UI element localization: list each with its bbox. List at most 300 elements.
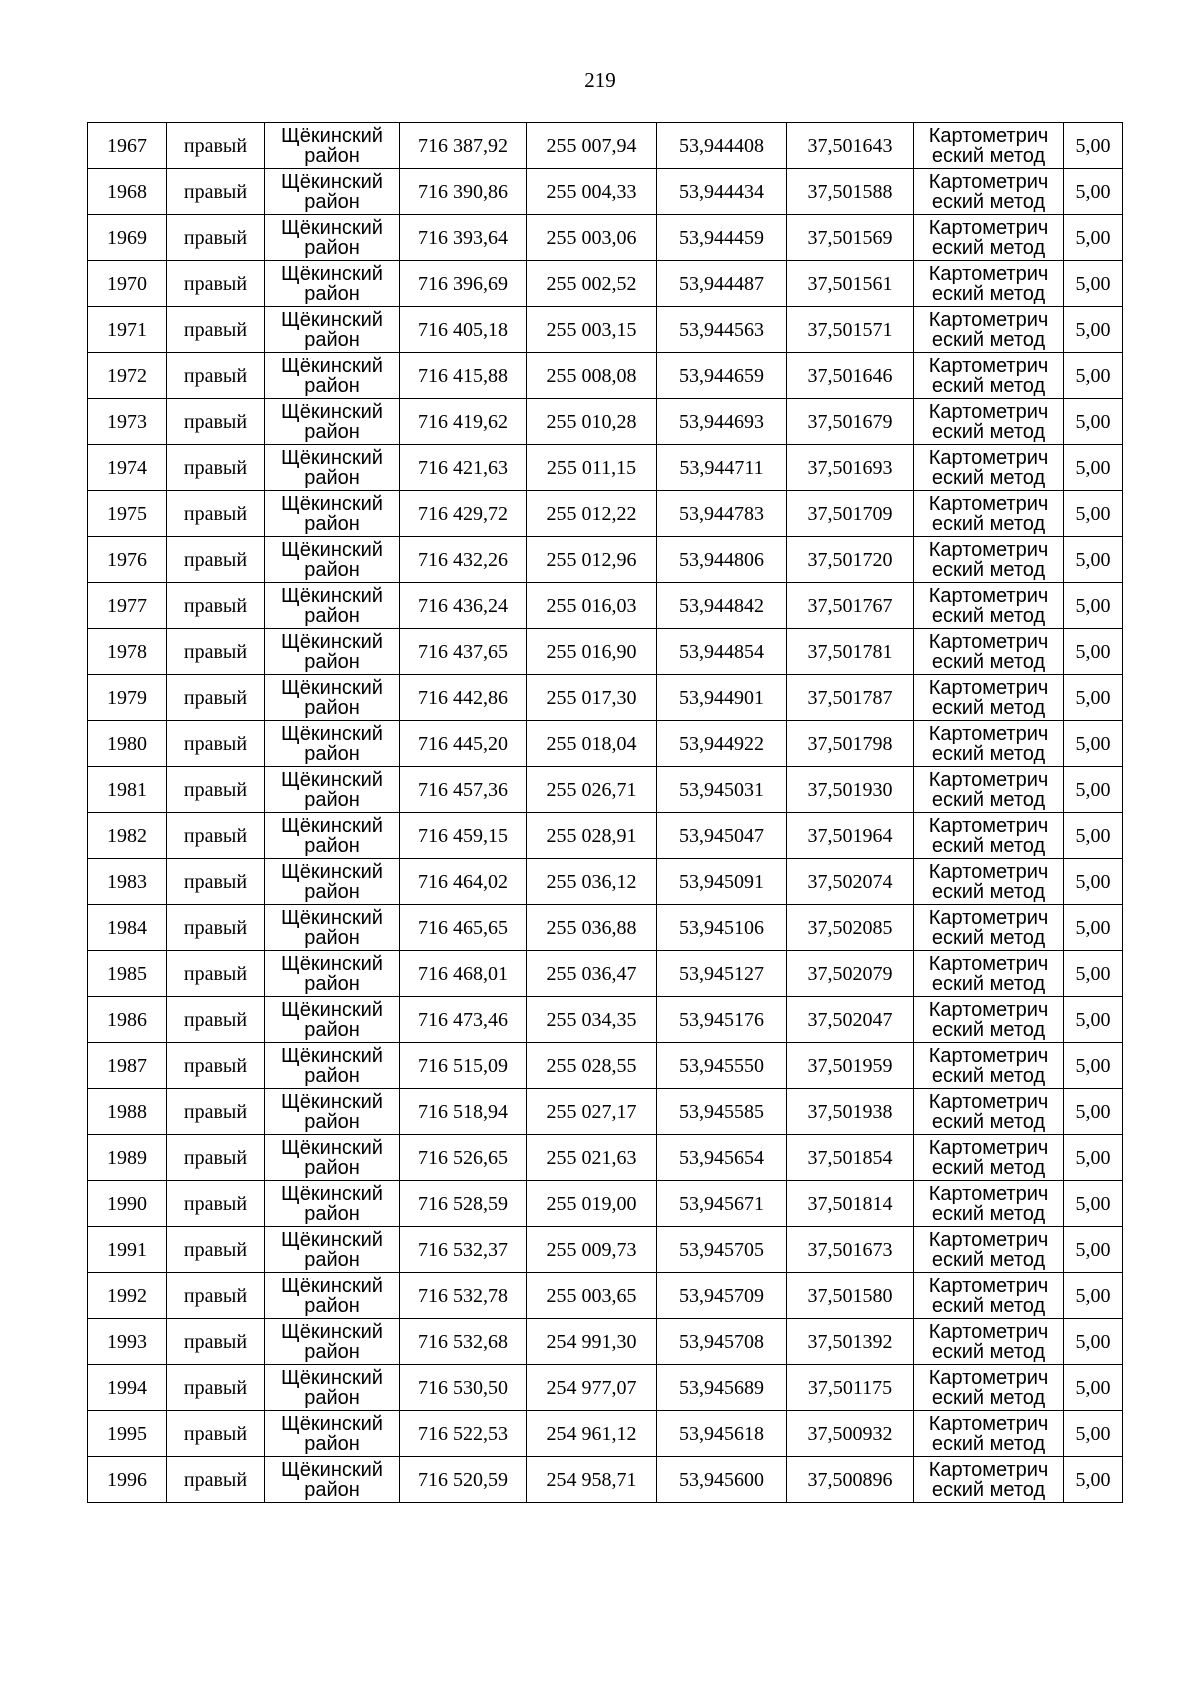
method-line-1: Картометрич (928, 400, 1049, 423)
latitude-cell: 53,945031 (657, 767, 787, 813)
longitude-cell: 37,501959 (787, 1043, 914, 1089)
method-cell (914, 675, 1064, 721)
district-cell (265, 1365, 400, 1411)
accuracy-cell: 5,00 (1064, 215, 1123, 261)
longitude-cell: 37,501930 (787, 767, 914, 813)
district-cell (265, 1319, 400, 1365)
district-line-2: район (304, 1294, 360, 1317)
bank-side-cell: правый (167, 537, 265, 583)
longitude-cell: 37,502085 (787, 905, 914, 951)
district-line-1: Щёкинский (281, 492, 383, 515)
method-cell (914, 1181, 1064, 1227)
accuracy-cell: 5,00 (1064, 261, 1123, 307)
point-number-cell: 1975 (88, 491, 167, 537)
district-cell (265, 583, 400, 629)
coord-x-cell: 716 393,64 (400, 215, 527, 261)
method-line-1: Картометрич (928, 262, 1049, 285)
district-cell (265, 491, 400, 537)
point-number-cell: 1991 (88, 1227, 167, 1273)
latitude-cell: 53,944901 (657, 675, 787, 721)
district-cell (265, 215, 400, 261)
district-line-2: район (304, 512, 360, 535)
method-line-2: еский метод (931, 512, 1046, 535)
latitude-cell: 53,945585 (657, 1089, 787, 1135)
method-line-2: еский метод (931, 282, 1046, 305)
coord-y-cell: 255 008,08 (527, 353, 657, 399)
district-line-2: район (304, 1156, 360, 1179)
district-line-2: район (304, 1202, 360, 1225)
page-number: 219 (584, 68, 616, 92)
bank-side-cell: правый (167, 951, 265, 997)
latitude-cell: 53,944693 (657, 399, 787, 445)
point-number-cell: 1994 (88, 1365, 167, 1411)
point-number-cell: 1979 (88, 675, 167, 721)
method-line-1: Картометрич (928, 722, 1049, 745)
method-cell (914, 1227, 1064, 1273)
method-line-2: еский метод (931, 236, 1046, 259)
method-cell (914, 721, 1064, 767)
coord-y-cell: 255 002,52 (527, 261, 657, 307)
method-line-1: Картометрич (928, 1458, 1049, 1481)
coord-y-cell: 255 011,15 (527, 445, 657, 491)
point-number-cell: 1987 (88, 1043, 167, 1089)
method-cell (914, 997, 1064, 1043)
method-line-2: еский метод (931, 880, 1046, 903)
longitude-cell: 37,501938 (787, 1089, 914, 1135)
point-number-cell: 1995 (88, 1411, 167, 1457)
table-row (88, 1043, 1123, 1089)
coord-y-cell: 255 012,96 (527, 537, 657, 583)
point-number-cell: 1984 (88, 905, 167, 951)
district-line-2: район (304, 236, 360, 259)
table-row (88, 629, 1123, 675)
longitude-cell: 37,501569 (787, 215, 914, 261)
district-cell (265, 1457, 400, 1503)
coord-x-cell: 716 432,26 (400, 537, 527, 583)
district-line-2: район (304, 1248, 360, 1271)
method-line-1: Картометрич (928, 768, 1049, 791)
coord-x-cell: 716 518,94 (400, 1089, 527, 1135)
accuracy-cell: 5,00 (1064, 445, 1123, 491)
method-line-1: Картометрич (928, 492, 1049, 515)
latitude-cell: 53,944487 (657, 261, 787, 307)
method-cell (914, 169, 1064, 215)
coord-y-cell: 255 009,73 (527, 1227, 657, 1273)
method-line-2: еский метод (931, 1432, 1046, 1455)
coord-x-cell: 716 464,02 (400, 859, 527, 905)
method-line-1: Картометрич (928, 124, 1049, 147)
point-number-cell: 1993 (88, 1319, 167, 1365)
bank-side-cell: правый (167, 1365, 265, 1411)
coord-y-cell: 255 036,47 (527, 951, 657, 997)
coordinates-table (87, 122, 1123, 1503)
district-line-1: Щёкинский (281, 354, 383, 377)
coord-y-cell: 254 977,07 (527, 1365, 657, 1411)
longitude-cell: 37,501814 (787, 1181, 914, 1227)
district-cell (265, 123, 400, 169)
method-line-2: еский метод (931, 1340, 1046, 1363)
point-number-cell: 1980 (88, 721, 167, 767)
coord-y-cell: 255 034,35 (527, 997, 657, 1043)
bank-side-cell: правый (167, 583, 265, 629)
accuracy-cell: 5,00 (1064, 675, 1123, 721)
coord-y-cell: 255 021,63 (527, 1135, 657, 1181)
accuracy-cell: 5,00 (1064, 353, 1123, 399)
accuracy-cell: 5,00 (1064, 307, 1123, 353)
bank-side-cell: правый (167, 307, 265, 353)
point-number-cell: 1992 (88, 1273, 167, 1319)
coord-x-cell: 716 390,86 (400, 169, 527, 215)
coord-y-cell: 255 028,55 (527, 1043, 657, 1089)
method-cell (914, 1089, 1064, 1135)
table-row (88, 1135, 1123, 1181)
district-cell (265, 1227, 400, 1273)
coord-x-cell: 716 445,20 (400, 721, 527, 767)
district-cell (265, 353, 400, 399)
point-number-cell: 1970 (88, 261, 167, 307)
method-cell (914, 445, 1064, 491)
method-line-2: еский метод (931, 1110, 1046, 1133)
latitude-cell: 53,945127 (657, 951, 787, 997)
district-cell (265, 537, 400, 583)
longitude-cell: 37,502079 (787, 951, 914, 997)
method-line-2: еский метод (931, 1294, 1046, 1317)
district-cell (265, 445, 400, 491)
district-line-1: Щёкинский (281, 1366, 383, 1389)
district-line-2: район (304, 466, 360, 489)
table-row (88, 307, 1123, 353)
method-cell (914, 1457, 1064, 1503)
method-cell (914, 215, 1064, 261)
accuracy-cell: 5,00 (1064, 1319, 1123, 1365)
point-number-cell: 1981 (88, 767, 167, 813)
longitude-cell: 37,501964 (787, 813, 914, 859)
coord-y-cell: 255 036,12 (527, 859, 657, 905)
coord-y-cell: 255 028,91 (527, 813, 657, 859)
method-cell (914, 905, 1064, 951)
method-line-1: Картометрич (928, 1228, 1049, 1251)
table-row (88, 169, 1123, 215)
latitude-cell: 53,944563 (657, 307, 787, 353)
method-line-2: еский метод (931, 144, 1046, 167)
table-row (88, 1365, 1123, 1411)
accuracy-cell: 5,00 (1064, 1457, 1123, 1503)
district-line-2: район (304, 1386, 360, 1409)
method-line-2: еский метод (931, 926, 1046, 949)
bank-side-cell: правый (167, 399, 265, 445)
longitude-cell: 37,502074 (787, 859, 914, 905)
latitude-cell: 53,945708 (657, 1319, 787, 1365)
method-line-2: еский метод (931, 834, 1046, 857)
district-line-1: Щёкинский (281, 1320, 383, 1343)
district-cell (265, 813, 400, 859)
coord-y-cell: 255 019,00 (527, 1181, 657, 1227)
district-line-1: Щёкинский (281, 1182, 383, 1205)
method-cell (914, 1273, 1064, 1319)
point-number-cell: 1983 (88, 859, 167, 905)
method-line-2: еский метод (931, 742, 1046, 765)
latitude-cell: 53,945091 (657, 859, 787, 905)
district-cell (265, 767, 400, 813)
district-cell (265, 307, 400, 353)
longitude-cell: 37,501693 (787, 445, 914, 491)
method-line-2: еский метод (931, 788, 1046, 811)
accuracy-cell: 5,00 (1064, 583, 1123, 629)
district-line-1: Щёкинский (281, 768, 383, 791)
bank-side-cell: правый (167, 813, 265, 859)
district-line-2: район (304, 1432, 360, 1455)
district-line-2: район (304, 1064, 360, 1087)
district-line-2: район (304, 558, 360, 581)
district-cell (265, 1411, 400, 1457)
latitude-cell: 53,944659 (657, 353, 787, 399)
coord-x-cell: 716 396,69 (400, 261, 527, 307)
method-line-1: Картометрич (928, 1366, 1049, 1389)
table-row (88, 767, 1123, 813)
district-line-1: Щёкинский (281, 584, 383, 607)
bank-side-cell: правый (167, 997, 265, 1043)
longitude-cell: 37,501709 (787, 491, 914, 537)
coord-x-cell: 716 436,24 (400, 583, 527, 629)
table-row (88, 1411, 1123, 1457)
district-line-2: район (304, 788, 360, 811)
district-line-1: Щёкинский (281, 124, 383, 147)
bank-side-cell: правый (167, 1135, 265, 1181)
coord-x-cell: 716 387,92 (400, 123, 527, 169)
method-cell (914, 629, 1064, 675)
coord-x-cell: 716 421,63 (400, 445, 527, 491)
method-line-2: еский метод (931, 696, 1046, 719)
bank-side-cell: правый (167, 1273, 265, 1319)
method-cell (914, 951, 1064, 997)
bank-side-cell: правый (167, 1227, 265, 1273)
accuracy-cell: 5,00 (1064, 859, 1123, 905)
latitude-cell: 53,944783 (657, 491, 787, 537)
coord-x-cell: 716 473,46 (400, 997, 527, 1043)
method-cell (914, 307, 1064, 353)
district-cell (265, 169, 400, 215)
district-line-2: район (304, 144, 360, 167)
longitude-cell: 37,501646 (787, 353, 914, 399)
district-cell (265, 997, 400, 1043)
method-line-2: еский метод (931, 1018, 1046, 1041)
coord-x-cell: 716 405,18 (400, 307, 527, 353)
table-row (88, 675, 1123, 721)
method-cell (914, 123, 1064, 169)
coord-x-cell: 716 515,09 (400, 1043, 527, 1089)
method-line-2: еский метод (931, 1156, 1046, 1179)
method-line-2: еский метод (931, 604, 1046, 627)
accuracy-cell: 5,00 (1064, 1227, 1123, 1273)
bank-side-cell: правый (167, 169, 265, 215)
method-line-2: еский метод (931, 1386, 1046, 1409)
method-line-1: Картометрич (928, 308, 1049, 331)
district-line-1: Щёкинский (281, 1412, 383, 1435)
table-row (88, 491, 1123, 537)
longitude-cell: 37,501781 (787, 629, 914, 675)
district-line-1: Щёкинский (281, 676, 383, 699)
district-line-1: Щёкинский (281, 262, 383, 285)
method-line-2: еский метод (931, 1248, 1046, 1271)
district-cell (265, 1043, 400, 1089)
point-number-cell: 1976 (88, 537, 167, 583)
method-line-1: Картометрич (928, 584, 1049, 607)
district-cell (265, 1273, 400, 1319)
district-line-1: Щёкинский (281, 538, 383, 561)
latitude-cell: 53,945550 (657, 1043, 787, 1089)
point-number-cell: 1990 (88, 1181, 167, 1227)
bank-side-cell: правый (167, 1411, 265, 1457)
coord-y-cell: 255 010,28 (527, 399, 657, 445)
method-line-1: Картометрич (928, 1182, 1049, 1205)
table-row (88, 951, 1123, 997)
district-line-2: район (304, 328, 360, 351)
latitude-cell: 53,944711 (657, 445, 787, 491)
method-line-2: еский метод (931, 1478, 1046, 1501)
table-row (88, 1089, 1123, 1135)
district-line-2: район (304, 880, 360, 903)
district-line-2: район (304, 374, 360, 397)
coord-x-cell: 716 532,68 (400, 1319, 527, 1365)
method-cell (914, 1365, 1064, 1411)
coord-x-cell: 716 415,88 (400, 353, 527, 399)
district-cell (265, 629, 400, 675)
point-number-cell: 1977 (88, 583, 167, 629)
table-row (88, 215, 1123, 261)
longitude-cell: 37,501679 (787, 399, 914, 445)
district-line-2: район (304, 834, 360, 857)
accuracy-cell: 5,00 (1064, 951, 1123, 997)
point-number-cell: 1982 (88, 813, 167, 859)
table-row (88, 1457, 1123, 1503)
district-line-2: район (304, 420, 360, 443)
accuracy-cell: 5,00 (1064, 1135, 1123, 1181)
point-number-cell: 1968 (88, 169, 167, 215)
method-line-1: Картометрич (928, 538, 1049, 561)
method-line-2: еский метод (931, 466, 1046, 489)
bank-side-cell: правый (167, 353, 265, 399)
latitude-cell: 53,945618 (657, 1411, 787, 1457)
district-cell (265, 951, 400, 997)
district-line-1: Щёкинский (281, 216, 383, 239)
accuracy-cell: 5,00 (1064, 123, 1123, 169)
coord-x-cell: 716 528,59 (400, 1181, 527, 1227)
coord-x-cell: 716 419,62 (400, 399, 527, 445)
latitude-cell: 53,945689 (657, 1365, 787, 1411)
accuracy-cell: 5,00 (1064, 1365, 1123, 1411)
longitude-cell: 37,501720 (787, 537, 914, 583)
longitude-cell: 37,501643 (787, 123, 914, 169)
point-number-cell: 1974 (88, 445, 167, 491)
district-line-1: Щёкинский (281, 170, 383, 193)
coord-x-cell: 716 532,37 (400, 1227, 527, 1273)
coord-y-cell: 255 003,15 (527, 307, 657, 353)
district-line-2: район (304, 926, 360, 949)
district-line-1: Щёкинский (281, 814, 383, 837)
accuracy-cell: 5,00 (1064, 1089, 1123, 1135)
district-line-1: Щёкинский (281, 1044, 383, 1067)
table-row (88, 583, 1123, 629)
point-number-cell: 1978 (88, 629, 167, 675)
district-cell (265, 1181, 400, 1227)
district-line-2: район (304, 742, 360, 765)
point-number-cell: 1985 (88, 951, 167, 997)
method-cell (914, 261, 1064, 307)
method-line-2: еский метод (931, 1202, 1046, 1225)
longitude-cell: 37,501561 (787, 261, 914, 307)
point-number-cell: 1986 (88, 997, 167, 1043)
method-cell (914, 767, 1064, 813)
district-line-1: Щёкинский (281, 1274, 383, 1297)
bank-side-cell: правый (167, 1319, 265, 1365)
latitude-cell: 53,945047 (657, 813, 787, 859)
accuracy-cell: 5,00 (1064, 1181, 1123, 1227)
method-line-1: Картометрич (928, 1090, 1049, 1113)
method-line-1: Картометрич (928, 1136, 1049, 1159)
coord-y-cell: 255 016,03 (527, 583, 657, 629)
longitude-cell: 37,501798 (787, 721, 914, 767)
district-line-1: Щёкинский (281, 400, 383, 423)
accuracy-cell: 5,00 (1064, 767, 1123, 813)
district-line-2: район (304, 282, 360, 305)
accuracy-cell: 5,00 (1064, 1411, 1123, 1457)
method-line-2: еский метод (931, 558, 1046, 581)
latitude-cell: 53,944854 (657, 629, 787, 675)
coord-x-cell: 716 437,65 (400, 629, 527, 675)
coord-x-cell: 716 457,36 (400, 767, 527, 813)
district-line-1: Щёкинский (281, 952, 383, 975)
district-cell (265, 675, 400, 721)
coord-x-cell: 716 468,01 (400, 951, 527, 997)
method-line-1: Картометрич (928, 1320, 1049, 1343)
method-line-1: Картометрич (928, 354, 1049, 377)
method-line-1: Картометрич (928, 998, 1049, 1021)
table-row (88, 1273, 1123, 1319)
district-line-1: Щёкинский (281, 1136, 383, 1159)
longitude-cell: 37,501588 (787, 169, 914, 215)
bank-side-cell: правый (167, 1043, 265, 1089)
district-line-2: район (304, 1340, 360, 1363)
latitude-cell: 53,944842 (657, 583, 787, 629)
latitude-cell: 53,944922 (657, 721, 787, 767)
method-line-2: еский метод (931, 972, 1046, 995)
district-cell (265, 721, 400, 767)
coord-y-cell: 255 012,22 (527, 491, 657, 537)
district-cell (265, 905, 400, 951)
bank-side-cell: правый (167, 1457, 265, 1503)
bank-side-cell: правый (167, 1089, 265, 1135)
bank-side-cell: правый (167, 675, 265, 721)
point-number-cell: 1973 (88, 399, 167, 445)
table-row (88, 905, 1123, 951)
district-line-2: район (304, 1478, 360, 1501)
table-row (88, 1181, 1123, 1227)
district-line-1: Щёкинский (281, 308, 383, 331)
district-line-1: Щёкинский (281, 722, 383, 745)
coord-x-cell: 716 520,59 (400, 1457, 527, 1503)
table-row (88, 859, 1123, 905)
method-cell (914, 353, 1064, 399)
district-cell (265, 261, 400, 307)
table-row (88, 721, 1123, 767)
district-line-2: район (304, 190, 360, 213)
bank-side-cell: правый (167, 491, 265, 537)
district-line-2: район (304, 1110, 360, 1133)
bank-side-cell: правый (167, 905, 265, 951)
method-cell (914, 537, 1064, 583)
coord-y-cell: 254 991,30 (527, 1319, 657, 1365)
table-row (88, 123, 1123, 169)
